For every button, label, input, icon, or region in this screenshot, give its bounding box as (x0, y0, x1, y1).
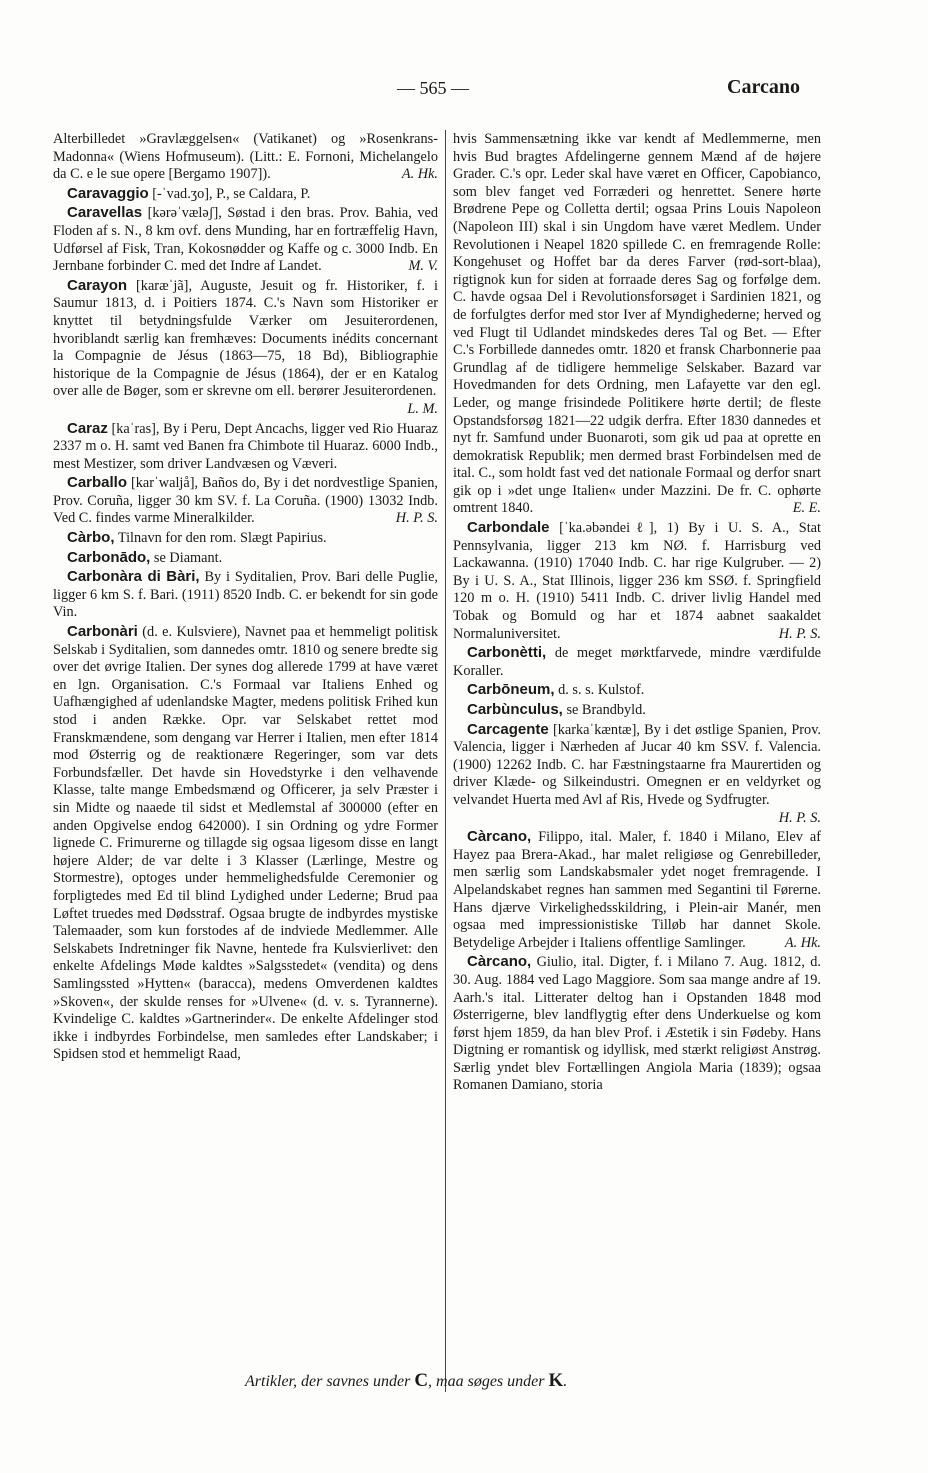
entry-signature: L. M. (407, 400, 438, 417)
entry (53, 474, 438, 528)
entry (453, 130, 821, 518)
entry (53, 529, 438, 548)
entry-headword: Càrcano, (467, 953, 532, 971)
entry-signature: M. V. (408, 258, 438, 275)
footer-letter-k: K (548, 1370, 564, 1391)
entry-text: Alterbilledet »Gravlæggelsen« (Vatikanet) og »Rosenkrans-Madonna« (Wiens Hofmuseum). (Litt.: E. Fornoni, Michelangelo da C. e le sue opere [Bergamo 1907]). (53, 131, 438, 183)
entry-headword: Carbonàra di Bàri, (67, 568, 200, 586)
entry-headword: Carballo (67, 474, 128, 492)
footer-text: , maa søges under (428, 1373, 549, 1390)
entry-signature: A. Hk. (401, 166, 438, 183)
entry-text: By i Syditalien, Prov. Bari delle Puglie, ligger 6 km S. f. Bari. (1911) 8520 Indb. C. er bekendt for sin gode Vin. (53, 569, 438, 621)
entry-headword: Caraz (67, 419, 108, 437)
left-column (53, 130, 438, 1065)
entry-headword: Carbùnculus, (467, 701, 563, 718)
entry-headword: Carayon (67, 276, 128, 294)
entry-text: se Diamant. (153, 549, 223, 566)
entry-signature: H. P. S. (395, 510, 438, 527)
page-number: — 565 — (397, 78, 469, 98)
running-head: Carcano (727, 76, 800, 98)
entry-text: se Brandbyld. (566, 702, 646, 718)
entry (453, 953, 821, 1095)
entry-headword: Carcagente (467, 720, 549, 738)
entry (53, 130, 438, 184)
entry-text: [-ˈvad.ʒo], P., se Caldara, P. (152, 185, 311, 202)
entry-text: [kaˈras], By i Peru, Dept Ancachs, ligger ved Rio Huaraz 2337 m o. H. samt ved Banen fra Chimbote til Huaraz. 6000 Indb., mest Mestizer, som driver Landvæsen og Væveri. (53, 420, 439, 472)
entry-headword: Carbōneum, (467, 681, 555, 699)
page-header (180, 78, 800, 104)
entry-text: Giulio, ital. Digter, f. i Milano 7. Aug. 1812, d. 30. Aug. 1884 ved Lago Maggiore. Som saa mange andre af 19. Aarh.'s ital. Litterater deltog han i Opstanden 1848 mod Østerrigerne, blev landflygtig efter dens Underkuelse og kom først hjem 1859, da han blev Prof. i Æstetik i sin Fødeby. Hans Digtning er romantisk og idyllisk, med stærkt religiøst Anstrøg. Særlig yndet blev Fortællingen Angiola Maria (1839); ogsaa Romanen Damiano, storia (453, 954, 821, 1094)
entry-text: [karˈwaljå], Baños do, By i det nordvestlige Spanien, Prov. Coruña, ligger 30 km SV. f. La Coruña. (1900) 13032 Indb. Ved C. findes varme Mineralkilder. (53, 475, 438, 527)
column-divider (445, 130, 446, 1392)
entry-text: Tilnavn for den rom. Slægt Papirius. (117, 530, 327, 547)
entry-text: [karkaˈkæntæ], By i det østlige Spanien, Prov. Valencia, ligger i Nærheden af Jucar 40 km SSV. f. Valencia. (1900) 12262 Indb. C. har Fæstningstaarne fra Maurertiden og driver Klæde- og Silkeindustri. Omegnen er en veldyrket og velvandet Huerta med Avl af Ris, Hvede og Sydfrugter. (453, 721, 821, 808)
entry (453, 519, 821, 643)
entry (453, 681, 821, 700)
entry (53, 623, 438, 1064)
entry (453, 644, 821, 680)
entry-text: Filippo, ital. Maler, f. 1840 i Milano, Elev af Hayez paa Brera-Akad., har malet religiøse og Genrebilleder, men særlig som Landskabsmaler ydet noget fremragende. I Alpelandskabet regnes han sammen med Segantini til Førerne. Hans djærve Virkelighedsskildring, i Plein-air Manér, men ogsaa med impressionistiske Tilløb har dannet Skole. Betydelige Arbejder i Italiens offentlige Samlinger. (453, 829, 821, 951)
footer-letter-c: C (414, 1370, 429, 1391)
entry (53, 568, 438, 622)
entry-text: [kərəˈvæləʃ], Søstad i den bras. Prov. Bahia, ved Floden af s. N., 8 km ovf. dens Munding, har en fortræffelig Havn, Udførsel af Fisk, Tran, Kokosnødder og Kaffe og c. 3000 Indb. En Jernbane forbinder C. med det Indre af Landet. (53, 205, 438, 275)
entry-headword: Carbondale (467, 519, 550, 537)
entry (453, 721, 821, 828)
entry-headword: Caravellas (67, 204, 143, 222)
entry-text: (d. e. Kulsviere), Navnet paa et hemmeligt politisk Selskab i Syditalien, som dannedes omtr. 1810 og senere bredte sig over det øvrige Italien. Der synes dog allerede 1799 at have været en lgn. Organisation. C.'s Formaal var Italiens Enhed og Uafhængighed af udenlandske Magter, medens politisk Frihed kun stod i anden Række. Opr. var Selskabet rettet mod Franskmændene, som dengang var Herrer i Italien, men efter 1814 mod Østerrig og de reaktionære Regeringer, som var dets Forbundsfæller. Det havde sin Hovedstyrke i den velhavende Klasse, talte mange Embedsmænd og Officerer, ja selv Præster i sin Midte og naaede til sidst et Medlemstal af 300000 (efter en anden Opgivelse endog 642000). I sin Ordning og ydre Former lignede C. Frimurerne og tillagde sig ogsaa ligesom disse en langt højere Alder; de var delte i 3 Klasser (Lærlinge, Mestre og Stormestre), optoges under hemmelighedsfulde Ceremonier og forpligtedes med Ed til blind Lydighed under Lederne; Brud paa Løftet truedes med Dødsstraf. Ogsaa brugte de indbyrdes mystiske Talemaader, som kun forstodes af de indviede Medlemmer. Alle Selskabets Indretninger fik Navne, hentede fra Kulsvierlivet: den enkelte Afdelings Møde kaldtes »Salgsstedet« (vendita) og dens Samlingssted »Hytten« (baracca), medens Omverdenen kaldtes »Skoven«, der skulde renses for »Ulvene« (d. v. s. Tyrannerne). Kvindelige C. kaldtes »Gartnerinder«. De enkelte Afdelinger stod ikke i indbyrdes Forbindelse, men samledes efter Landskaber; i Spidsen stod et hemmeligt Raad, (53, 624, 438, 1063)
entry-headword: Carbonètti, (467, 644, 547, 662)
entry (453, 701, 821, 720)
entry (53, 277, 438, 419)
entry-signature: H. P. S. (778, 625, 821, 642)
entry (53, 204, 438, 275)
entry-text: de meget mørktfarvede, mindre værdifulde Koraller. (453, 645, 822, 679)
entry-signature: A. Hk. (784, 934, 821, 951)
entry-headword: Carbonàri (67, 623, 138, 641)
entry-signature: E. E. (792, 500, 821, 517)
entry (53, 185, 438, 204)
footer-text: . (563, 1373, 568, 1390)
entry-signature: H. P. S. (778, 809, 821, 826)
entry-text: d. s. s. Kulstof. (558, 682, 645, 699)
right-column (453, 130, 821, 1096)
entry-headword: Carbonādo, (67, 548, 151, 566)
entry (53, 420, 438, 474)
footer-note (245, 1370, 685, 1392)
entry-headword: Càrcano, (467, 828, 532, 846)
entry-text: [karæˈjã], Auguste, Jesuit og fr. Historiker, f. i Saumur 1813, d. i Poitiers 1874. C.'s Navn som Historiker er knyttet til betydningsfulde Værker om Jesuiterordenen, hvoriblandt særlig kan fremhæves: Documents inédits concernant la Compagnie de Jésus (1863—75, 18 Bd), Bibliographie historique de la Compagnie de Jésus (1864), der er en Katalog over alle de Bøger, som er skrevne om ell. berører Jesuiterordenen. (53, 277, 438, 400)
entry-text: hvis Sammensætning ikke var kendt af Medlemmerne, men hvis Bud bragtes Afdelingerne gennem Mænd af de højere Grader. C.'s opr. Leder skal have været en Officer, Capobianco, som blev fanget ved Forræderi og henrettet. Senere hørte Brødrene Pepe og Colletta dertil; ogsaa Prins Louis Napoleon (Napoleon III) skal i sin Ungdom have været Medlem. Under Revolutionen i Neapel 1820 spillede C. en fremragende Rolle: Kongehuset og Hoffet bar da deres Farver (rød-sort-blaa), rigtignok kun for siden at forraade deres Sag og forfølge dem. C. havde ogsaa Del i Revolutionsforsøget i Sardinien 1821, og de forfulgtes derfor med stor Iver af Myndighederne; herved og ved Flugt til Udlandet mindskedes deres Tal og Bet. — Efter C.'s Forbillede dannedes omtr. 1820 et fransk Charbonnerie paa Grundlag af de tidligere hemmelige Selskaber. Bazard var Hovedmanden for dets Ordning, men Lafayette var den egl. Leder, og mange frisindede Politikere hørte dertil; de fleste Opstandsforsøg 1821—22 udgik derfra. Efter 1830 dannedes et nyt fr. Samfund under Buonaroti, som gik ud paa at oprette en demokratisk Republik; men dermed brast Forbindelsen med de ital. C., som holdt fast ved det nationale Formaal og derfor snart gik op i »det unge Italien« under Mazzini. De fr. C. ophørte omtrent 1840. (453, 131, 821, 517)
entry (53, 549, 438, 568)
entry-headword: Càrbo, (67, 529, 115, 547)
entry-headword: Caravaggio (67, 184, 149, 202)
footer-text: Artikler, der savnes under (245, 1373, 415, 1390)
entry-text: [ˈka.əbəndeiℓ], 1) By i U. S. A., Stat Pennsylvania, ligger 213 km NØ. f. Harrisburg ved Lackawanna. (1910) 17040 Indb. C. har rige Kulgruber. — 2) By i U. S. A., Stat Illinois, ligger 236 km SSØ. f. Springfield 120 m o. H. (1910) 5411 Indb. C. driver livlig Handel med Tobak og Bomuld og har et 1874 aabnet saakaldet Normaluniversitet. (453, 520, 822, 642)
entry (453, 828, 821, 952)
